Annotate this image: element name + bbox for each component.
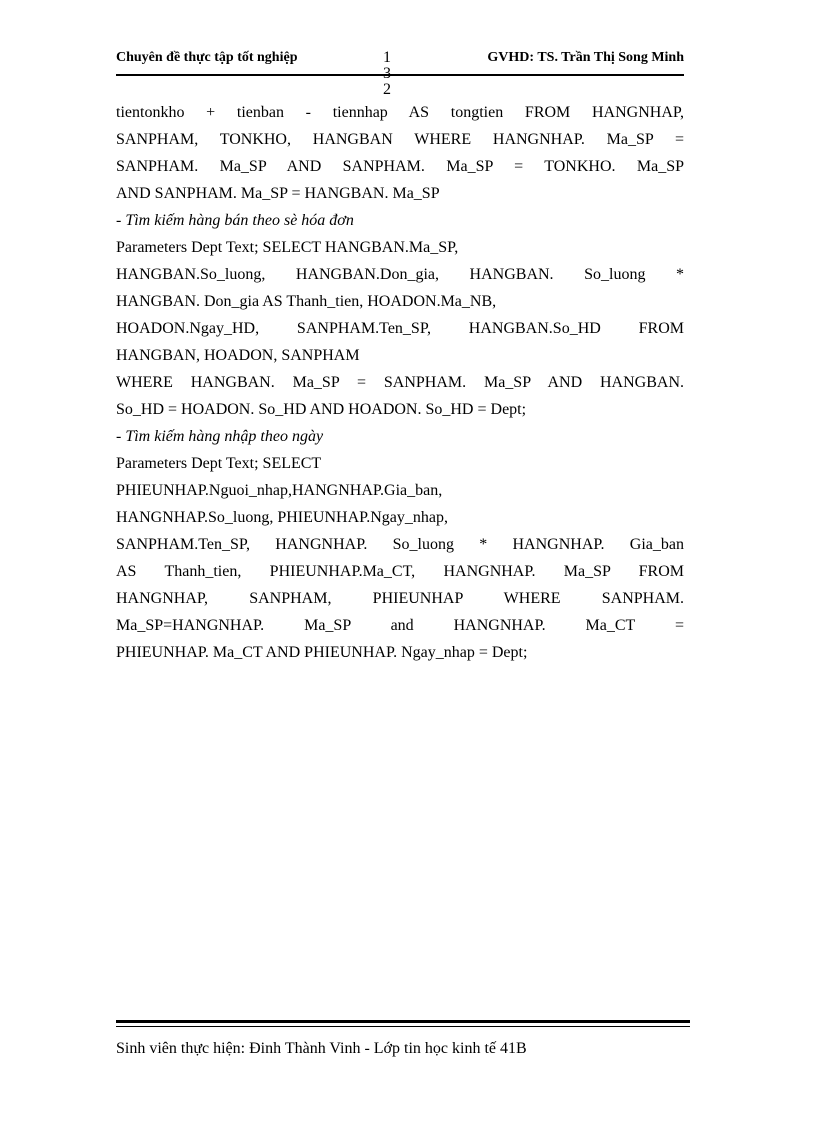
page-number (380, 50, 394, 98)
footer-divider-thin (116, 1026, 690, 1027)
body-line: AND SANPHAM. Ma_SP = HANGBAN. Ma_SP (116, 185, 440, 202)
body-line: HANGBAN, HOADON, SANPHAM (116, 347, 360, 364)
body-line: Ma_SP=HANGNHAP. Ma_SP and HANGNHAP. Ma_CT = (116, 617, 684, 634)
document-body (116, 99, 684, 666)
header-advisor: GVHD: TS. Trần Thị Song Minh (487, 50, 684, 65)
body-line: So_HD = HOADON. So_HD AND HOADON. So_HD = Dept; (116, 401, 527, 418)
body-line: SANPHAM.Ten_SP, HANGNHAP. So_luong * HANGNHAP. Gia_ban (116, 536, 684, 553)
body-line: PHIEUNHAP. Ma_CT AND PHIEUNHAP. Ngay_nhap = Dept; (116, 644, 528, 661)
body-line: Parameters Dept Text; SELECT (116, 455, 322, 472)
body-line: HANGNHAP.So_luong, PHIEUNHAP.Ngay_nhap, (116, 509, 449, 526)
body-line: Parameters Dept Text; SELECT HANGBAN.Ma_SP, (116, 239, 459, 256)
section-heading: - Tìm kiếm hàng bán theo sè hóa đơn (116, 212, 354, 229)
body-line: SANPHAM. Ma_SP AND SANPHAM. Ma_SP = TONKHO. Ma_SP (116, 158, 684, 175)
body-line: HANGBAN. Don_gia AS Thanh_tien, HOADON.Ma_NB, (116, 293, 497, 310)
page-number-digit: 2 (383, 81, 391, 98)
section-heading: - Tìm kiếm hàng nhập theo ngày (116, 428, 324, 445)
body-line: AS Thanh_tien, PHIEUNHAP.Ma_CT, HANGNHAP. Ma_SP FROM (116, 563, 684, 580)
body-line: tientonkho + tienban - tiennhap AS tongtien FROM HANGNHAP, (116, 104, 684, 121)
header-title: Chuyên đề thực tập tốt nghiệp (116, 50, 298, 65)
page-footer: Sinh viên thực hiện: Đinh Thành Vinh - Lớp tin học kinh tế 41B (116, 1040, 527, 1057)
body-line: PHIEUNHAP.Nguoi_nhap,HANGNHAP.Gia_ban, (116, 482, 443, 499)
body-line: HANGNHAP, SANPHAM, PHIEUNHAP WHERE SANPHAM. (116, 590, 684, 607)
page-number-digit: 3 (383, 65, 391, 82)
page-header (116, 48, 684, 76)
body-line: HANGBAN.So_luong, HANGBAN.Don_gia, HANGBAN. So_luong * (116, 266, 684, 283)
body-line: HOADON.Ngay_HD, SANPHAM.Ten_SP, HANGBAN.So_HD FROM (116, 320, 684, 337)
page-number-digit: 1 (383, 49, 391, 66)
body-line: SANPHAM, TONKHO, HANGBAN WHERE HANGNHAP. Ma_SP = (116, 131, 684, 148)
footer-divider (116, 1020, 690, 1023)
body-line: WHERE HANGBAN. Ma_SP = SANPHAM. Ma_SP AND HANGBAN. (116, 374, 684, 391)
